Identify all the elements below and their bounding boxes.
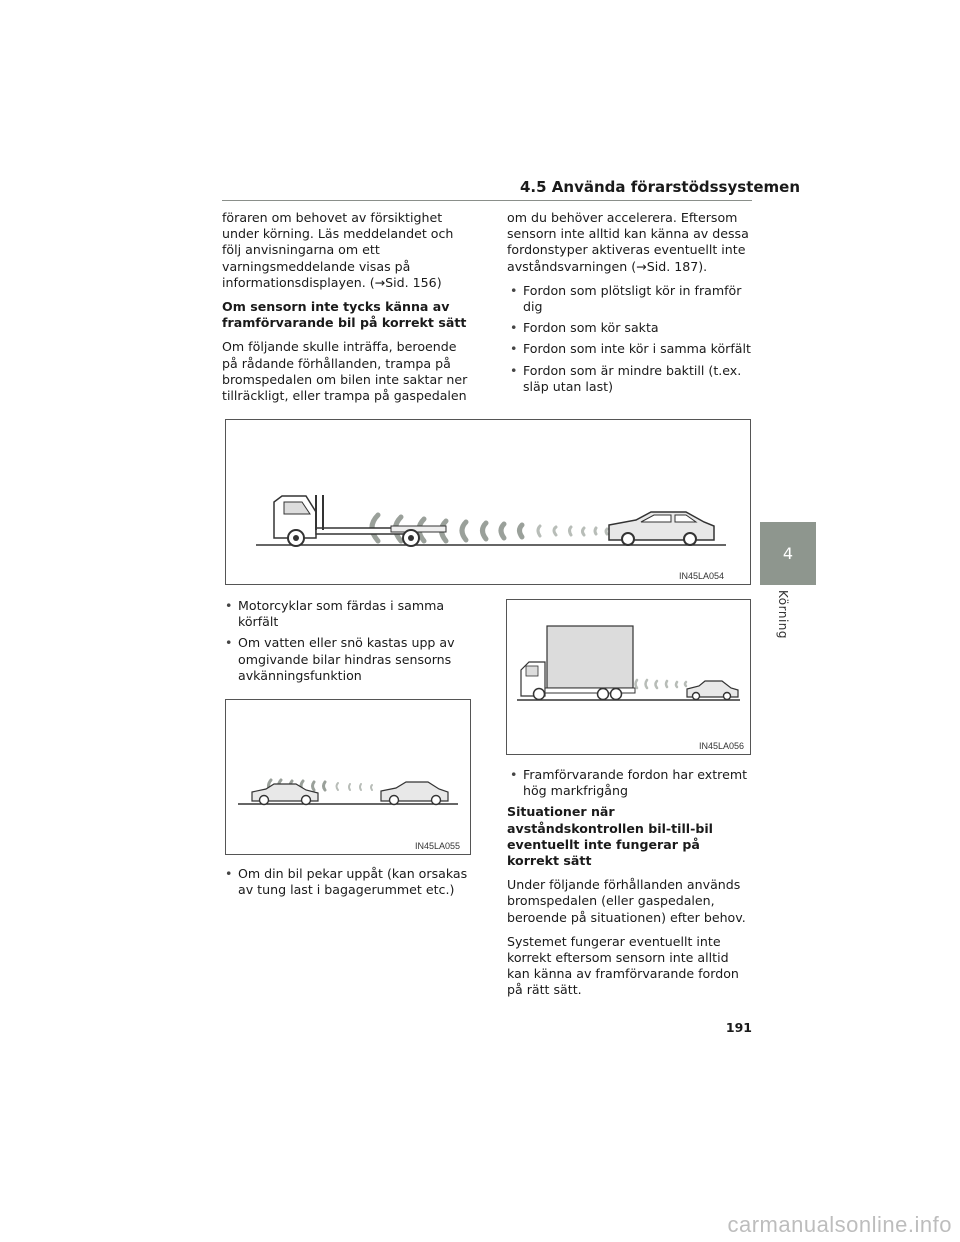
condition-list (507, 767, 755, 799)
large-truck-illustration (507, 600, 750, 754)
intro-paragraph: föraren om behovet av försiktighet under körning. Läs meddelandet och följ anvisningarna om ett varningsmeddelande visas på informationsdisplayen. (→Sid. 156) (222, 210, 454, 290)
vehicle-type-list (507, 283, 755, 395)
list-item: • Fordon som kör sakta (507, 320, 755, 336)
page-number: 191 (725, 1020, 752, 1035)
list-item: • Framförvarande fordon har extremt hög markfrigång (507, 767, 755, 799)
lower-left-list-block-2 (222, 866, 472, 903)
figure-code: IN45LA054 (678, 571, 724, 581)
list-item: • Motorcyklar som färdas i samma körfält (222, 598, 472, 630)
list-item: • Om vatten eller snö kastas upp av omgivande bilar hindras sensorns avkänningsfunktion (222, 635, 472, 684)
accelerate-paragraph: om du behöver accelerera. Eftersom sensorn inte alltid kan känna av dessa fordonstyper aktiveras eventuellt inte avståndsvarningen (→Sid. 187). (507, 210, 749, 274)
left-column (222, 210, 474, 412)
pedal-paragraph: Under följande förhållanden används bromspedalen (eller gaspedalen, beroende på situationen) efter behov. (507, 877, 746, 925)
chapter-tab: 4 (760, 522, 816, 585)
figure-code: IN45LA056 (698, 741, 744, 751)
list-item: • Fordon som inte kör i samma körfält (507, 341, 755, 357)
figure-truck-trailer (225, 419, 751, 585)
truck-trailer-illustration (226, 420, 750, 584)
list-item: • Fordon som är mindre baktill (t.ex. släp utan last) (507, 363, 755, 395)
section-title: 4.5 Använda förarstödssystemen (520, 178, 801, 196)
system-paragraph: Systemet fungerar eventuellt inte korrekt eftersom sensorn inte alltid kan känna av framförvarande fordon på rätt sätt. (507, 933, 739, 998)
two-cars-illustration (226, 700, 470, 854)
header-divider (222, 200, 752, 201)
figure-large-truck (506, 599, 751, 755)
figure-code: IN45LA055 (414, 841, 460, 851)
condition-list (222, 598, 472, 684)
lower-left-list-block (222, 598, 472, 689)
condition-list (222, 866, 472, 898)
sensor-heading: Om sensorn inte tycks känna av framförvarande bil på korrekt sätt (222, 299, 467, 331)
lower-right-column (507, 767, 755, 1007)
list-item: • Om din bil pekar uppåt (kan orsakas av tung last i bagagerummet etc.) (222, 866, 472, 898)
list-item: • Fordon som plötsligt kör in framför dig (507, 283, 755, 315)
chapter-label: Körning (776, 590, 790, 639)
distance-control-heading: Situationer när avståndskontrollen bil-till-bil eventuellt inte fungerar på korrekt sätt (507, 804, 713, 869)
watermark: carmanualsonline.info (727, 1212, 952, 1237)
conditions-paragraph: Om följande skulle inträffa, beroende på rådande förhållanden, trampa på bromspedalen om bilen inte saktar ner tillräckligt, eller trampa på gaspedalen (222, 339, 468, 404)
figure-two-cars-spray (225, 699, 471, 855)
right-column (507, 210, 755, 400)
